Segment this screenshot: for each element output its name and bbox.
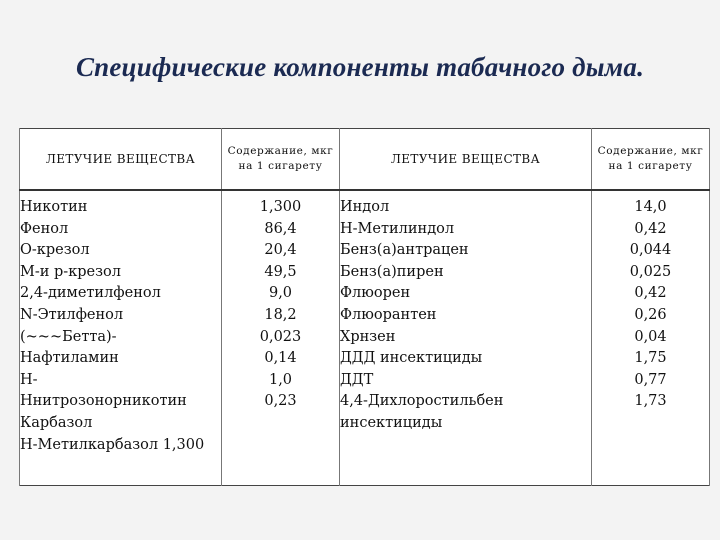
- content-value: 0,42: [634, 220, 667, 237]
- substance-name: Н-: [20, 371, 38, 388]
- substance-names-col-3: [340, 190, 592, 486]
- substance-name: ДДТ: [340, 371, 374, 388]
- header-content-line: Содержание, мкг: [597, 145, 704, 157]
- substance-names-col-1: [20, 190, 222, 486]
- smoke-components-table: [19, 128, 710, 486]
- header-content-per-cigarette-2: [592, 129, 710, 191]
- substance-name: Н-Метилкарбазол 1,300: [20, 436, 205, 453]
- substance-name: М-и р-крезол: [20, 263, 121, 280]
- content-value: 49,5: [264, 263, 297, 280]
- content-values-col-4: [592, 190, 710, 486]
- substance-name: Н-Метилиндол: [340, 220, 455, 237]
- content-value: 0,23: [264, 393, 297, 410]
- content-value: 0,42: [634, 285, 667, 302]
- content-value: 0,04: [634, 328, 667, 345]
- header-content-line: Содержание, мкг: [227, 145, 334, 157]
- content-value: 14,0: [634, 199, 667, 215]
- content-value: 1,75: [634, 350, 667, 367]
- substance-name: Никотин: [20, 199, 88, 215]
- substance-name: О-крезол: [20, 242, 90, 259]
- header-content-line: на 1 сигарету: [608, 160, 693, 172]
- substance-name: 2,4-диметилфенол: [20, 285, 161, 302]
- substance-name: N-Этилфенол: [20, 306, 124, 323]
- substance-name: Индол: [340, 199, 390, 215]
- content-value: 0,023: [259, 328, 302, 345]
- substance-name: Хрнзен: [340, 328, 396, 345]
- substance-name: инсектициды: [340, 414, 443, 431]
- substance-name: 4,4-Дихлоростильбен: [340, 393, 504, 410]
- substance-name: Флюорен: [340, 285, 411, 302]
- substance-name: ДДД инсектициды: [340, 350, 483, 367]
- header-volatile-substances-1: ЛЕТУЧИЕ ВЕЩЕСТВА: [20, 129, 222, 191]
- content-value: 0,025: [629, 263, 672, 280]
- content-value: 0,044: [629, 242, 672, 259]
- substance-name: Нафтиламин: [20, 350, 119, 367]
- header-volatile-substances-2: ЛЕТУЧИЕ ВЕЩЕСТВА: [340, 129, 592, 191]
- content-value: 9,0: [268, 285, 293, 302]
- content-value: 0,77: [634, 371, 667, 388]
- substance-name: Карбазол: [20, 414, 93, 431]
- content-value: 0,14: [264, 350, 297, 367]
- content-value: 86,4: [264, 220, 297, 237]
- content-values-col-2: [222, 190, 340, 486]
- table-body-row: [20, 190, 710, 486]
- content-value: 1,300: [259, 199, 302, 215]
- substance-name: Бенз(а)пирен: [340, 263, 444, 280]
- header-content-per-cigarette-1: [222, 129, 340, 191]
- content-value: 1,73: [634, 393, 667, 410]
- header-content-line: на 1 сигарету: [238, 160, 323, 172]
- substance-name: (~~~Бетта)-: [20, 328, 117, 345]
- slide-title: Специфические компоненты табачного дыма.: [75, 52, 645, 82]
- substance-name: Ннитрозонорникотин: [20, 393, 187, 410]
- substance-name: Бенз(а)антрацен: [340, 242, 469, 259]
- content-value: 18,2: [264, 306, 297, 323]
- content-value: 1,0: [268, 371, 293, 388]
- content-value: 20,4: [264, 242, 297, 259]
- table-header-row: [20, 129, 710, 191]
- substance-name: Фенол: [20, 220, 69, 237]
- content-value: 0,26: [634, 306, 667, 323]
- substance-name: Флюорантен: [340, 306, 437, 323]
